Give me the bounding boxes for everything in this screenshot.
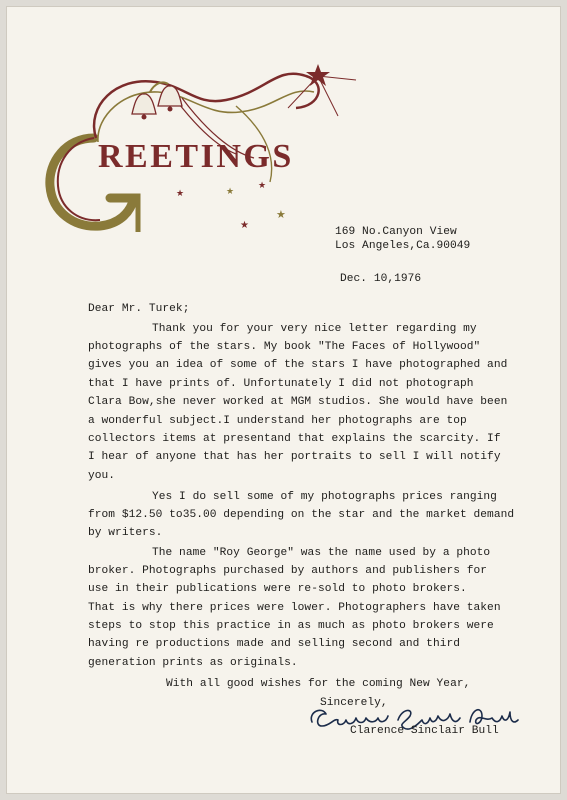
signature-name: Clarence Sinclair Bull [350, 725, 499, 737]
body-line: a wonderful subject.I understand her photographs are top [88, 415, 467, 427]
body-line: having re productions made and selling second and third [88, 638, 460, 650]
body-line: you. [88, 470, 116, 482]
body-line: by writers. [88, 527, 163, 539]
body-line: Thank you for your very nice letter regarding my [152, 323, 477, 335]
svg-text:★: ★ [276, 209, 286, 221]
body-line: steps to stop this practice in as much as photo brokers were [88, 620, 494, 632]
salutation: Dear Mr. Turek; [88, 303, 190, 315]
body-line: That is why there prices were lower. Photographers have taken [88, 602, 501, 614]
letter-date: Dec. 10,1976 [340, 273, 422, 285]
svg-text:★: ★ [258, 180, 267, 190]
svg-text:★: ★ [226, 186, 235, 196]
body-line: Yes I do sell some of my photographs prices ranging [152, 491, 497, 503]
address-line-1: 169 No.Canyon View [335, 226, 457, 238]
body-line: use in their publications were re-sold to photo brokers. [88, 583, 467, 595]
address-line-2: Los Angeles,Ca.90049 [335, 240, 471, 252]
body-line: I hear of anyone that has her portraits to sell I will notify [88, 451, 501, 463]
body-line: collectors items at presentand that explains the scarcity. If [88, 433, 501, 445]
body-line: from $12.50 to35.00 depending on the star and the market demand [88, 509, 515, 521]
body-line: photographs of the stars. My book "The Faces of Hollywood" [88, 341, 481, 353]
closing: Sincerely, [320, 697, 388, 709]
body-line: gives you an idea of some of the stars I have photographed and [88, 359, 508, 371]
body-line: With all good wishes for the coming New Year, [166, 678, 471, 690]
svg-text:★: ★ [240, 220, 249, 231]
greetings-title: REETINGS [98, 138, 294, 175]
svg-text:★: ★ [176, 188, 185, 198]
body-line: The name "Roy George" was the name used by a photo [152, 547, 491, 559]
body-line: that I have prints of. Unfortunately I did not photograph [88, 378, 474, 390]
body-line: Clara Bow,she never worked at MGM studios. She would have been [88, 396, 508, 408]
body-line: generation prints as originals. [88, 657, 298, 669]
body-line: broker. Photographs purchased by authors and publishers for [88, 565, 488, 577]
